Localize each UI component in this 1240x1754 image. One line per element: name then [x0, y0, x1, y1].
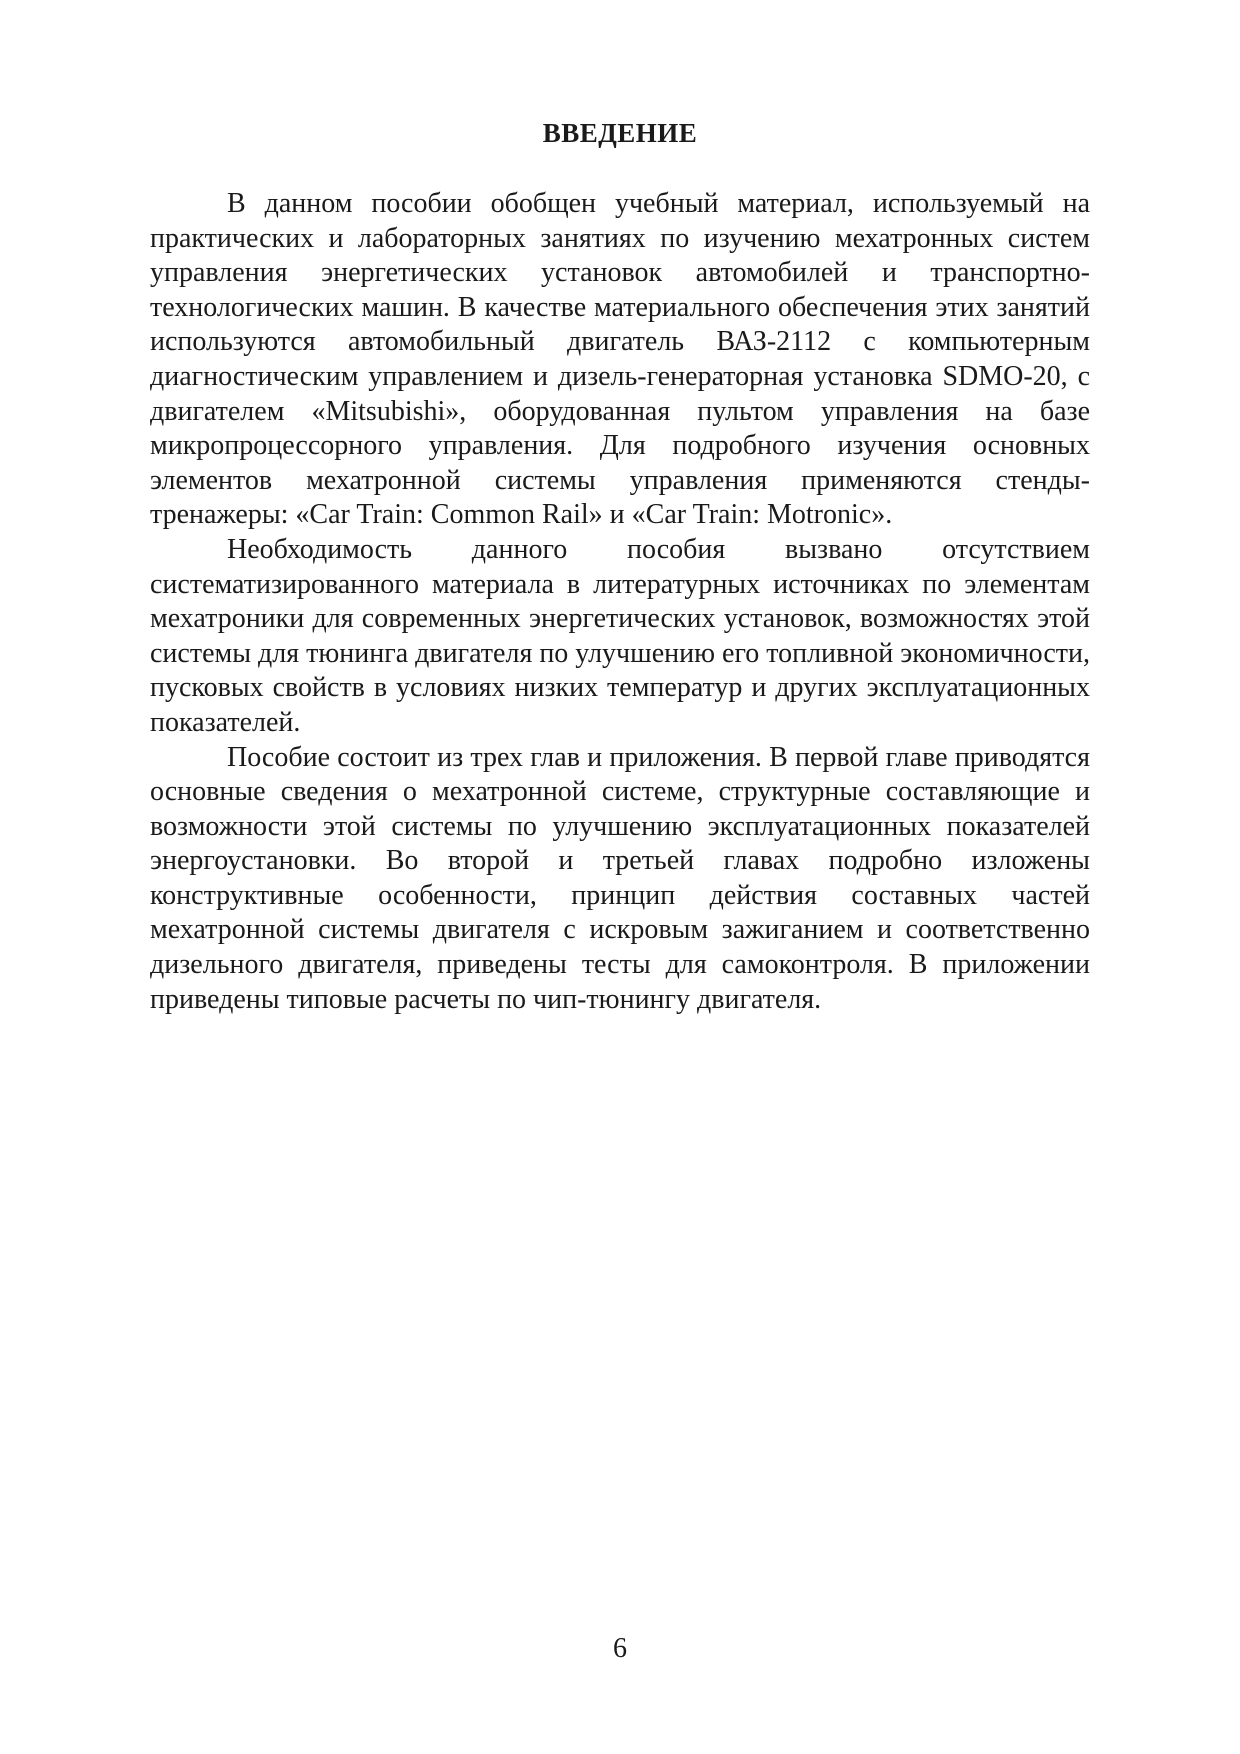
paragraph-1: В данном пособии обобщен учебный материал, используемый на практических и лабораторных занятиях по изучению мехатронных систем управления энергетических установок автомобилей и транспортно-технологических машин. В качестве материального обеспечения этих занятий используются автомобильный двигатель ВАЗ-2112 с компьютерным диагностическим управлением и дизель-генераторная установка SDMO-20, с двигателем «Mitsubishi», оборудованная пультом управления на базе микропроцессорного управления. Для подробного изучения основных элементов мехатронной системы управления применяются стенды-тренажеры: «Car Train: Common Rail» и «Car Train: Motronic».: [150, 188, 1090, 531]
page-title: ВВЕДЕНИЕ: [542, 118, 698, 148]
paragraph-2: Необходимость данного пособия вызвано отсутствием систематизированного материала в литературных источниках по элементам мехатроники для современных энергетических установок, возможностях этой системы для тюнинга двигателя по улучшению его топливной экономичности, пусковых свойств в условиях низких температур и других эксплуатационных показателей.: [150, 533, 1090, 738]
paragraph-3: Пособие состоит из трех глав и приложения. В первой главе приводятся основные сведения о мехатронной системе, структурные составляющие и возможности этой системы по улучшению эксплуатационных показателей энергоустановки. Во второй и третьей главах подробно изложены конструктивные особенности, принцип действия составных частей мехатронной системы двигателя с искровым зажиганием и соответственно дизельного двигателя, приведены тесты для самоконтроля. В приложении приведены типовые расчеты по чип-тюнингу двигателя.: [150, 741, 1090, 1015]
page-number: 6: [613, 1633, 627, 1664]
body-text: [150, 187, 1090, 1017]
